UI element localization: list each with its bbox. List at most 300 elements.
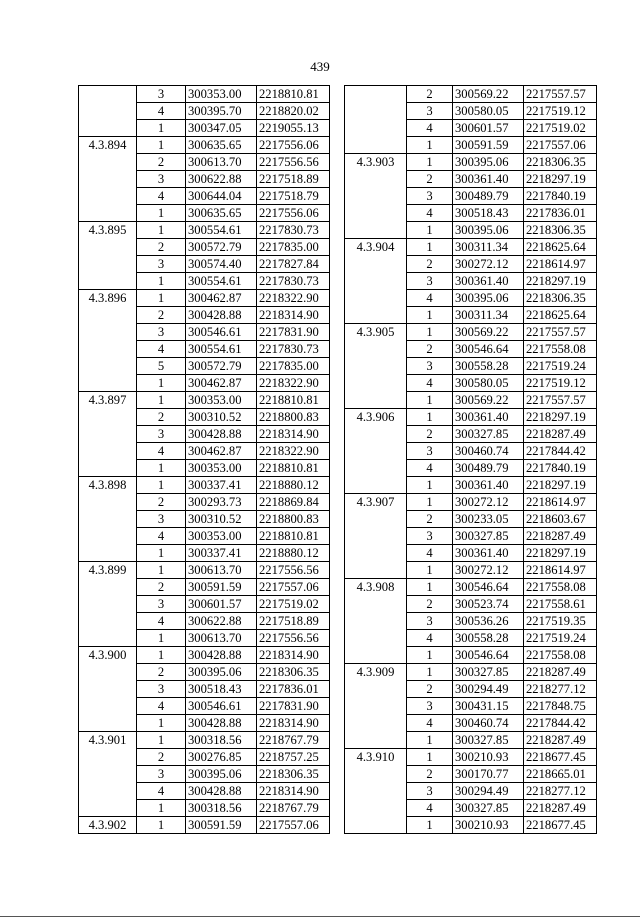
y-coordinate-cell: 2218767.79 [257, 732, 330, 749]
y-coordinate-cell: 2217557.57 [524, 392, 597, 409]
lot-number-cell [345, 392, 407, 409]
x-coordinate-cell: 300622.88 [186, 171, 257, 188]
lot-number-cell: 4.3.903 [345, 154, 407, 171]
point-number-cell: 4 [407, 460, 453, 477]
y-coordinate-cell: 2218810.81 [257, 528, 330, 545]
point-number-cell: 1 [407, 154, 453, 171]
table-row [345, 426, 597, 443]
x-coordinate-cell: 300395.06 [453, 290, 524, 307]
lot-number-cell [345, 800, 407, 817]
table-row [345, 817, 597, 834]
y-coordinate-cell: 2218665.01 [524, 766, 597, 783]
table-row [79, 426, 330, 443]
point-number-cell: 1 [407, 647, 453, 664]
y-coordinate-cell: 2217557.06 [257, 817, 330, 834]
point-number-cell: 1 [137, 222, 186, 239]
x-coordinate-cell: 300431.15 [453, 698, 524, 715]
lot-number-cell: 4.3.904 [345, 239, 407, 256]
x-coordinate-cell: 300554.61 [186, 341, 257, 358]
coordinates-table-right [344, 85, 597, 834]
lot-number-cell [79, 766, 137, 783]
table-row [79, 460, 330, 477]
y-coordinate-cell: 2217519.35 [524, 613, 597, 630]
point-number-cell: 2 [407, 86, 453, 103]
point-number-cell: 2 [137, 307, 186, 324]
y-coordinate-cell: 2218625.64 [524, 239, 597, 256]
x-coordinate-cell: 300395.06 [453, 154, 524, 171]
y-coordinate-cell: 2218767.79 [257, 800, 330, 817]
point-number-cell: 2 [137, 579, 186, 596]
table-row [345, 205, 597, 222]
table-row [79, 630, 330, 647]
table-row [345, 307, 597, 324]
y-coordinate-cell: 2218287.49 [524, 426, 597, 443]
table-row [79, 358, 330, 375]
lot-number-cell [79, 596, 137, 613]
point-number-cell: 4 [137, 528, 186, 545]
y-coordinate-cell: 2218287.49 [524, 664, 597, 681]
y-coordinate-cell: 2218314.90 [257, 783, 330, 800]
y-coordinate-cell: 2218614.97 [524, 256, 597, 273]
point-number-cell: 1 [407, 817, 453, 834]
point-number-cell: 2 [137, 749, 186, 766]
x-coordinate-cell: 300523.74 [453, 596, 524, 613]
table-row [79, 783, 330, 800]
point-number-cell: 2 [137, 664, 186, 681]
y-coordinate-cell: 2217519.12 [524, 375, 597, 392]
lot-number-cell [79, 324, 137, 341]
x-coordinate-cell: 300613.70 [186, 630, 257, 647]
point-number-cell: 2 [407, 681, 453, 698]
point-number-cell: 1 [137, 562, 186, 579]
point-number-cell: 4 [407, 800, 453, 817]
x-coordinate-cell: 300361.40 [453, 273, 524, 290]
x-coordinate-cell: 300233.05 [453, 511, 524, 528]
point-number-cell: 4 [137, 188, 186, 205]
table-row [79, 800, 330, 817]
x-coordinate-cell: 300536.26 [453, 613, 524, 630]
x-coordinate-cell: 300554.61 [186, 273, 257, 290]
y-coordinate-cell: 2217518.79 [257, 188, 330, 205]
table-row [345, 86, 597, 103]
table-row [345, 545, 597, 562]
point-number-cell: 1 [137, 460, 186, 477]
point-number-cell: 1 [407, 477, 453, 494]
x-coordinate-cell: 300489.79 [453, 188, 524, 205]
y-coordinate-cell: 2218880.12 [257, 477, 330, 494]
y-coordinate-cell: 2218277.12 [524, 783, 597, 800]
y-coordinate-cell: 2217519.24 [524, 630, 597, 647]
x-coordinate-cell: 300462.87 [186, 375, 257, 392]
x-coordinate-cell: 300554.61 [186, 222, 257, 239]
x-coordinate-cell: 300272.12 [453, 562, 524, 579]
table-row [79, 528, 330, 545]
table-row [345, 477, 597, 494]
y-coordinate-cell: 2217558.08 [524, 579, 597, 596]
lot-number-cell: 4.3.909 [345, 664, 407, 681]
lot-number-cell [79, 188, 137, 205]
lot-number-cell [345, 647, 407, 664]
table-row [345, 392, 597, 409]
y-coordinate-cell: 2217557.06 [257, 579, 330, 596]
x-coordinate-cell: 300361.40 [453, 477, 524, 494]
y-coordinate-cell: 2217558.08 [524, 647, 597, 664]
lot-number-cell [79, 630, 137, 647]
x-coordinate-cell: 300294.49 [453, 783, 524, 800]
lot-number-cell [79, 613, 137, 630]
lot-number-cell [345, 120, 407, 137]
point-number-cell: 4 [407, 375, 453, 392]
lot-number-cell [79, 375, 137, 392]
table-row [79, 579, 330, 596]
y-coordinate-cell: 2218800.83 [257, 409, 330, 426]
point-number-cell: 2 [407, 766, 453, 783]
lot-number-cell [79, 715, 137, 732]
lot-number-cell [79, 358, 137, 375]
x-coordinate-cell: 300293.73 [186, 494, 257, 511]
x-coordinate-cell: 300395.06 [186, 766, 257, 783]
lot-number-cell [345, 86, 407, 103]
lot-number-cell [79, 460, 137, 477]
y-coordinate-cell: 2218800.83 [257, 511, 330, 528]
table-row [345, 222, 597, 239]
x-coordinate-cell: 300428.88 [186, 715, 257, 732]
y-coordinate-cell: 2217836.01 [524, 205, 597, 222]
table-row [345, 103, 597, 120]
y-coordinate-cell: 2217848.75 [524, 698, 597, 715]
table-row [79, 494, 330, 511]
table-row [79, 171, 330, 188]
table-row [79, 324, 330, 341]
table-row [79, 188, 330, 205]
x-coordinate-cell: 300428.88 [186, 647, 257, 664]
y-coordinate-cell: 2217519.12 [524, 103, 597, 120]
x-coordinate-cell: 300546.61 [186, 698, 257, 715]
x-coordinate-cell: 300601.57 [453, 120, 524, 137]
point-number-cell: 3 [407, 528, 453, 545]
point-number-cell: 2 [137, 154, 186, 171]
x-coordinate-cell: 300569.22 [453, 86, 524, 103]
x-coordinate-cell: 300546.64 [453, 579, 524, 596]
point-number-cell: 4 [407, 290, 453, 307]
y-coordinate-cell: 2217518.89 [257, 171, 330, 188]
point-number-cell: 1 [407, 307, 453, 324]
point-number-cell: 1 [137, 273, 186, 290]
table-row [79, 154, 330, 171]
x-coordinate-cell: 300395.06 [186, 664, 257, 681]
table-row [79, 596, 330, 613]
y-coordinate-cell: 2218625.64 [524, 307, 597, 324]
table-row [345, 528, 597, 545]
table-row [79, 443, 330, 460]
lot-number-cell [79, 120, 137, 137]
y-coordinate-cell: 2217557.57 [524, 324, 597, 341]
point-number-cell: 1 [137, 392, 186, 409]
table-row [79, 120, 330, 137]
point-number-cell: 1 [137, 205, 186, 222]
lot-number-cell [79, 171, 137, 188]
table-row [345, 188, 597, 205]
table-row [79, 239, 330, 256]
x-coordinate-cell: 300558.28 [453, 358, 524, 375]
x-coordinate-cell: 300489.79 [453, 460, 524, 477]
lot-number-cell [345, 375, 407, 392]
y-coordinate-cell: 2218869.84 [257, 494, 330, 511]
point-number-cell: 2 [137, 494, 186, 511]
x-coordinate-cell: 300353.00 [186, 392, 257, 409]
table-row [79, 409, 330, 426]
table-row [345, 256, 597, 273]
y-coordinate-cell: 2218297.19 [524, 273, 597, 290]
table-row [79, 222, 330, 239]
point-number-cell: 1 [137, 477, 186, 494]
x-coordinate-cell: 300644.04 [186, 188, 257, 205]
table-row [79, 681, 330, 698]
x-coordinate-cell: 300462.87 [186, 443, 257, 460]
lot-number-cell [345, 732, 407, 749]
lot-number-cell [79, 239, 137, 256]
x-coordinate-cell: 300572.79 [186, 358, 257, 375]
x-coordinate-cell: 300395.06 [453, 222, 524, 239]
lot-number-cell [79, 545, 137, 562]
lot-number-cell: 4.3.905 [345, 324, 407, 341]
point-number-cell: 3 [407, 273, 453, 290]
table-row [79, 273, 330, 290]
lot-number-cell [345, 681, 407, 698]
lot-number-cell [345, 290, 407, 307]
y-coordinate-cell: 2217844.42 [524, 443, 597, 460]
y-coordinate-cell: 2217519.02 [524, 120, 597, 137]
x-coordinate-cell: 300591.59 [186, 817, 257, 834]
lot-number-cell [345, 426, 407, 443]
table-row [345, 732, 597, 749]
table-row [345, 494, 597, 511]
table-row [79, 766, 330, 783]
x-coordinate-cell: 300347.05 [186, 120, 257, 137]
x-coordinate-cell: 300518.43 [186, 681, 257, 698]
y-coordinate-cell: 2218810.81 [257, 460, 330, 477]
lot-number-cell [79, 86, 137, 103]
x-coordinate-cell: 300462.87 [186, 290, 257, 307]
y-coordinate-cell: 2218306.35 [524, 154, 597, 171]
y-coordinate-cell: 2217556.56 [257, 562, 330, 579]
y-coordinate-cell: 2218314.90 [257, 715, 330, 732]
point-number-cell: 5 [137, 358, 186, 375]
point-number-cell: 1 [407, 749, 453, 766]
x-coordinate-cell: 300170.77 [453, 766, 524, 783]
x-coordinate-cell: 300310.52 [186, 409, 257, 426]
x-coordinate-cell: 300276.85 [186, 749, 257, 766]
x-coordinate-cell: 300635.65 [186, 137, 257, 154]
y-coordinate-cell: 2217558.08 [524, 341, 597, 358]
lot-number-cell [345, 613, 407, 630]
x-coordinate-cell: 300318.56 [186, 732, 257, 749]
x-coordinate-cell: 300327.85 [453, 732, 524, 749]
x-coordinate-cell: 300353.00 [186, 86, 257, 103]
x-coordinate-cell: 300558.28 [453, 630, 524, 647]
y-coordinate-cell: 2217827.84 [257, 256, 330, 273]
table-row [345, 647, 597, 664]
x-coordinate-cell: 300310.52 [186, 511, 257, 528]
y-coordinate-cell: 2217836.01 [257, 681, 330, 698]
lot-number-cell: 4.3.908 [345, 579, 407, 596]
lot-number-cell: 4.3.897 [79, 392, 137, 409]
lot-number-cell [79, 409, 137, 426]
y-coordinate-cell: 2217831.90 [257, 698, 330, 715]
lot-number-cell [79, 307, 137, 324]
table-row [345, 154, 597, 171]
table-row [345, 290, 597, 307]
table-row [345, 613, 597, 630]
lot-number-cell [345, 715, 407, 732]
table-row [345, 171, 597, 188]
table-row [79, 477, 330, 494]
lot-number-cell [79, 698, 137, 715]
point-number-cell: 1 [407, 409, 453, 426]
y-coordinate-cell: 2217518.89 [257, 613, 330, 630]
table-row [345, 800, 597, 817]
y-coordinate-cell: 2217831.90 [257, 324, 330, 341]
lot-number-cell [345, 630, 407, 647]
table-row [345, 664, 597, 681]
x-coordinate-cell: 300518.43 [453, 205, 524, 222]
lot-number-cell: 4.3.894 [79, 137, 137, 154]
y-coordinate-cell: 2217556.06 [257, 137, 330, 154]
x-coordinate-cell: 300635.65 [186, 205, 257, 222]
lot-number-cell [345, 698, 407, 715]
lot-number-cell [79, 494, 137, 511]
table-row [345, 681, 597, 698]
y-coordinate-cell: 2218614.97 [524, 494, 597, 511]
x-coordinate-cell: 300337.41 [186, 545, 257, 562]
x-coordinate-cell: 300580.05 [453, 375, 524, 392]
x-coordinate-cell: 300210.93 [453, 817, 524, 834]
point-number-cell: 2 [407, 341, 453, 358]
point-number-cell: 1 [137, 630, 186, 647]
x-coordinate-cell: 300353.00 [186, 460, 257, 477]
lot-number-cell: 4.3.896 [79, 290, 137, 307]
x-coordinate-cell: 300337.41 [186, 477, 257, 494]
lot-number-cell: 4.3.898 [79, 477, 137, 494]
lot-number-cell [345, 171, 407, 188]
y-coordinate-cell: 2218603.67 [524, 511, 597, 528]
table-row [345, 562, 597, 579]
point-number-cell: 4 [407, 545, 453, 562]
y-coordinate-cell: 2218297.19 [524, 477, 597, 494]
coordinates-table-left [78, 85, 330, 834]
table-row [345, 443, 597, 460]
y-coordinate-cell: 2217556.06 [257, 205, 330, 222]
point-number-cell: 1 [407, 222, 453, 239]
lot-number-cell [79, 579, 137, 596]
y-coordinate-cell: 2219055.13 [257, 120, 330, 137]
lot-number-cell: 4.3.902 [79, 817, 137, 834]
x-coordinate-cell: 300460.74 [453, 443, 524, 460]
lot-number-cell [79, 749, 137, 766]
point-number-cell: 4 [137, 341, 186, 358]
table-row [79, 86, 330, 103]
lot-number-cell [79, 800, 137, 817]
table-row [79, 205, 330, 222]
point-number-cell: 3 [137, 324, 186, 341]
point-number-cell: 1 [407, 137, 453, 154]
lot-number-cell [345, 103, 407, 120]
table-row [79, 341, 330, 358]
lot-number-cell [345, 341, 407, 358]
y-coordinate-cell: 2218306.35 [257, 664, 330, 681]
y-coordinate-cell: 2218880.12 [257, 545, 330, 562]
table-row [345, 239, 597, 256]
table-row [345, 375, 597, 392]
table-row [345, 358, 597, 375]
point-number-cell: 4 [137, 698, 186, 715]
table-row [345, 783, 597, 800]
x-coordinate-cell: 300210.93 [453, 749, 524, 766]
table-row [79, 613, 330, 630]
lot-number-cell: 4.3.899 [79, 562, 137, 579]
x-coordinate-cell: 300622.88 [186, 613, 257, 630]
x-coordinate-cell: 300546.61 [186, 324, 257, 341]
point-number-cell: 3 [137, 256, 186, 273]
point-number-cell: 4 [137, 613, 186, 630]
y-coordinate-cell: 2218314.90 [257, 647, 330, 664]
y-coordinate-cell: 2217556.56 [257, 154, 330, 171]
y-coordinate-cell: 2218277.12 [524, 681, 597, 698]
lot-number-cell [79, 256, 137, 273]
lot-number-cell [79, 103, 137, 120]
point-number-cell: 3 [407, 783, 453, 800]
lot-number-cell: 4.3.895 [79, 222, 137, 239]
table-row [345, 341, 597, 358]
table-row [345, 579, 597, 596]
point-number-cell: 3 [137, 511, 186, 528]
y-coordinate-cell: 2217519.24 [524, 358, 597, 375]
table-row [345, 324, 597, 341]
lot-number-cell [345, 596, 407, 613]
y-coordinate-cell: 2217557.06 [524, 137, 597, 154]
point-number-cell: 2 [407, 256, 453, 273]
point-number-cell: 4 [407, 630, 453, 647]
lot-number-cell [345, 766, 407, 783]
point-number-cell: 1 [137, 137, 186, 154]
x-coordinate-cell: 300546.64 [453, 647, 524, 664]
x-coordinate-cell: 300591.59 [453, 137, 524, 154]
y-coordinate-cell: 2218297.19 [524, 409, 597, 426]
point-number-cell: 2 [137, 239, 186, 256]
lot-number-cell [79, 154, 137, 171]
x-coordinate-cell: 300428.88 [186, 307, 257, 324]
lot-number-cell [79, 681, 137, 698]
y-coordinate-cell: 2218314.90 [257, 307, 330, 324]
point-number-cell: 4 [407, 205, 453, 222]
y-coordinate-cell: 2218314.90 [257, 426, 330, 443]
x-coordinate-cell: 300353.00 [186, 528, 257, 545]
point-number-cell: 1 [407, 579, 453, 596]
point-number-cell: 1 [137, 545, 186, 562]
point-number-cell: 1 [407, 494, 453, 511]
table-row [345, 120, 597, 137]
y-coordinate-cell: 2218306.35 [257, 766, 330, 783]
lot-number-cell [345, 562, 407, 579]
table-body [79, 86, 330, 834]
point-number-cell: 2 [407, 171, 453, 188]
table-row [345, 460, 597, 477]
table-row [345, 137, 597, 154]
lot-number-cell [345, 817, 407, 834]
x-coordinate-cell: 300361.40 [453, 171, 524, 188]
y-coordinate-cell: 2218287.49 [524, 800, 597, 817]
table-row [79, 664, 330, 681]
